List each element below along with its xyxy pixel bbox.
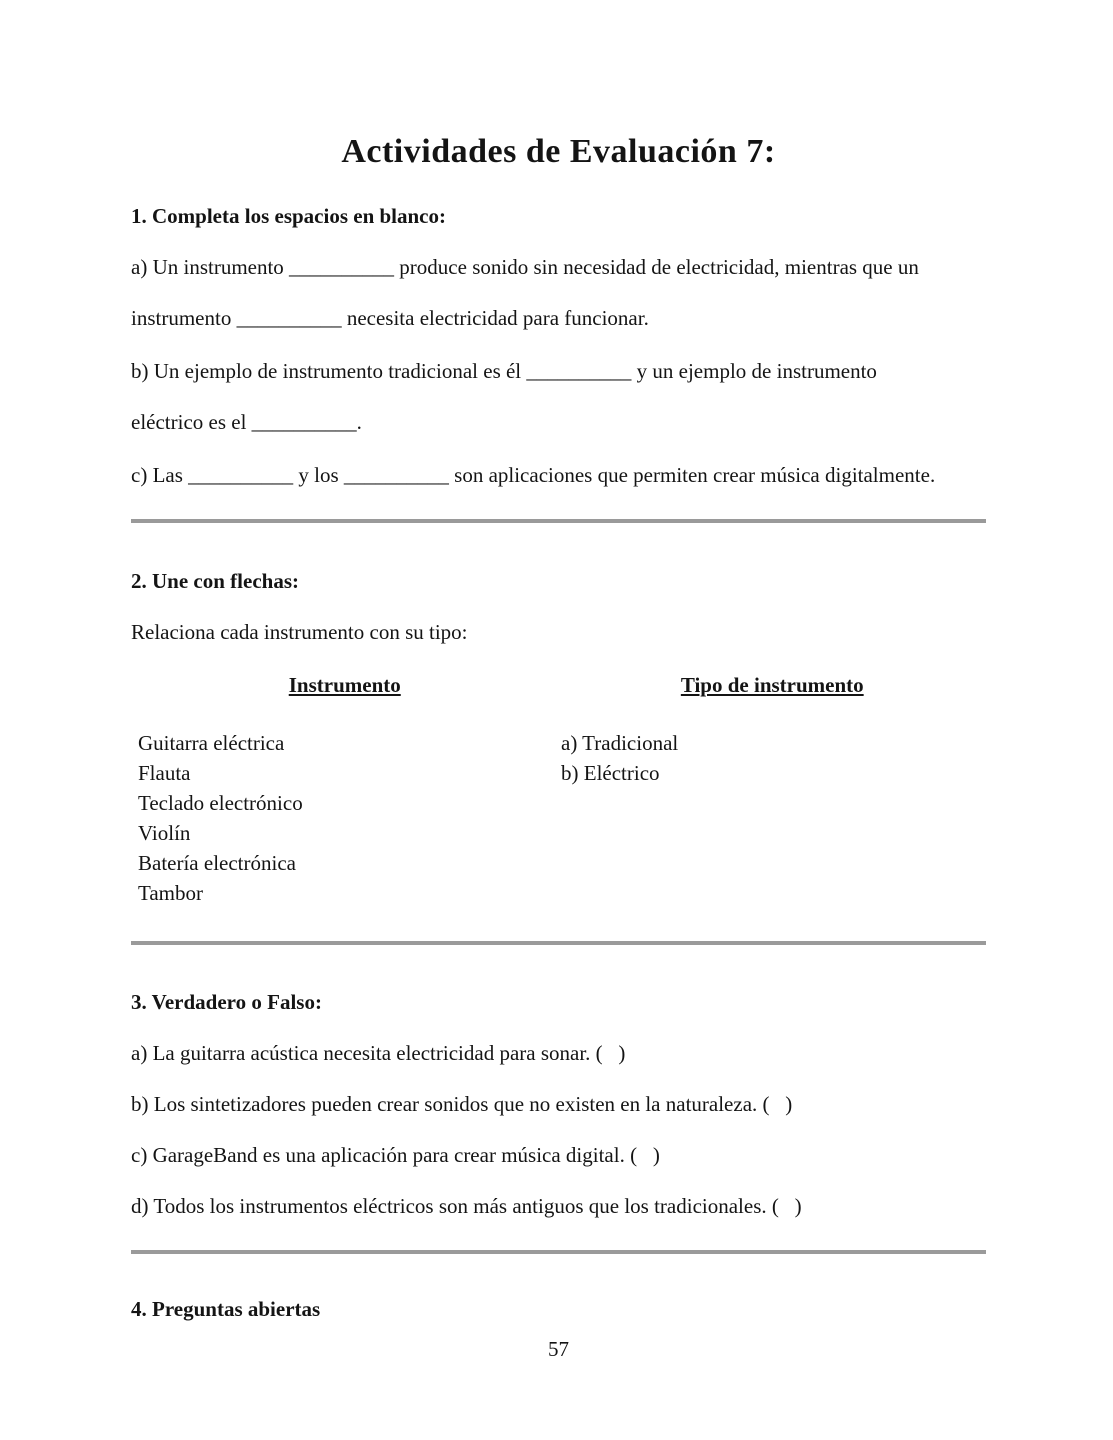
- page-number: 57: [548, 1337, 569, 1361]
- true-false-item-a: a) La guitarra acústica necesita electricidad para sonar. ( ): [131, 1041, 626, 1065]
- section-3-heading: 3. Verdadero o Falso:: [131, 990, 322, 1014]
- type-item: a) Tradicional: [561, 731, 679, 755]
- type-item: b) Eléctrico: [561, 761, 660, 785]
- match-column-headers: [131, 672, 986, 699]
- fill-blank-line-a2: instrumento __________ necesita electricidad para funcionar.: [131, 306, 649, 330]
- section-divider: [131, 941, 986, 945]
- section-2-intro: Relaciona cada instrumento con su tipo:: [131, 620, 468, 644]
- section-2-heading: 2. Une con flechas:: [131, 569, 299, 593]
- column-header-instrument: Instrumento: [288, 673, 401, 697]
- page-title: Actividades de Evaluación 7:: [341, 133, 776, 170]
- true-false-item-d: d) Todos los instrumentos eléctricos son más antiguos que los tradicionales. ( ): [131, 1194, 802, 1218]
- match-columns: [131, 728, 986, 908]
- fill-blank-line-b1: b) Un ejemplo de instrumento tradicional es él __________ y un ejemplo de instrumento: [131, 359, 877, 383]
- true-false-item-c: c) GarageBand es una aplicación para crear música digital. ( ): [131, 1143, 660, 1167]
- type-list: [561, 728, 986, 908]
- fill-blank-line-a1: a) Un instrumento __________ produce sonido sin necesidad de electricidad, mientras que un: [131, 255, 919, 279]
- fill-blank-line-b2: eléctrico es el __________.: [131, 410, 362, 434]
- instrument-item: Guitarra eléctrica: [138, 731, 285, 755]
- instrument-item: Violín: [138, 821, 191, 845]
- section-4-heading: 4. Preguntas abiertas: [131, 1297, 321, 1321]
- instrument-item: Flauta: [138, 761, 191, 785]
- instrument-item: Tambor: [138, 881, 204, 905]
- instrument-list: [131, 728, 561, 908]
- instrument-item: Teclado electrónico: [138, 791, 303, 815]
- instrument-item: Batería electrónica: [138, 851, 296, 875]
- column-header-type: Tipo de instrumento: [680, 673, 864, 697]
- true-false-item-b: b) Los sintetizadores pueden crear sonidos que no existen en la naturaleza. ( ): [131, 1092, 793, 1116]
- section-1-heading: 1. Completa los espacios en blanco:: [131, 204, 446, 228]
- section-divider: [131, 1250, 986, 1254]
- fill-blank-line-c: c) Las __________ y los __________ son aplicaciones que permiten crear música digitalmente.: [131, 463, 936, 487]
- section-divider: [131, 519, 986, 523]
